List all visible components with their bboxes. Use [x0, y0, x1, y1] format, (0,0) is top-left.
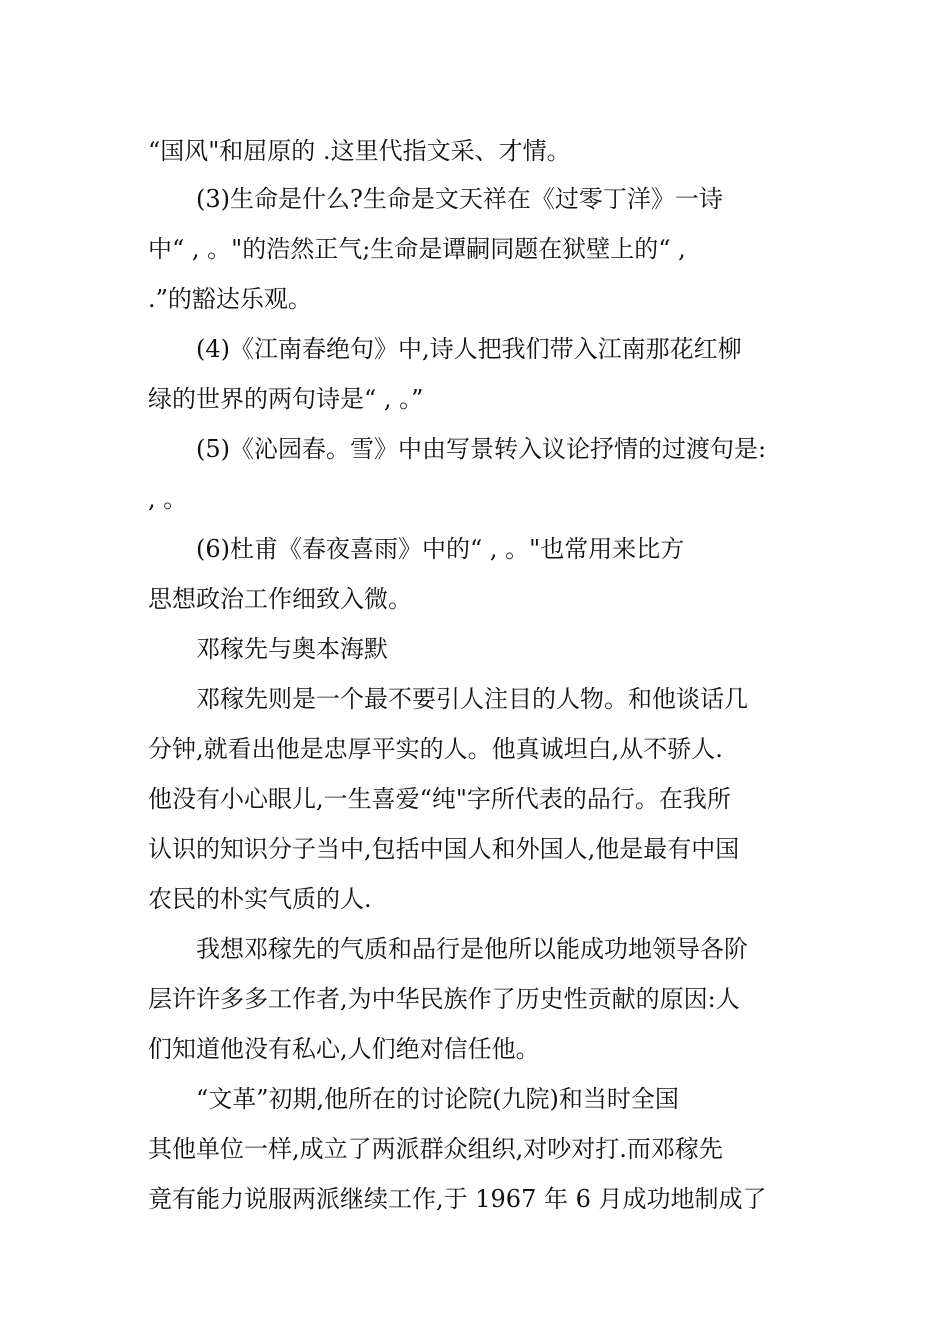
text-line-20: “文革”初期,他所在的讨论院(九院)和当时全国 — [196, 1085, 679, 1113]
text-line-2: (3)生命是什么?生命是文天祥在《过零丁洋》一诗 — [196, 185, 723, 213]
text-line-7: (5)《沁园春。雪》中由写景转入议论抒情的过渡句是: — [196, 435, 767, 463]
text-line-4: .”的豁达乐观。 — [148, 285, 312, 313]
text-line-3: 中“ , 。"的浩然正气;生命是谭嗣同题在狱壁上的“ , — [148, 235, 686, 263]
text-line-22: 竟有能力说服两派继续工作,于 1967 年 6 月成功地制成了 — [148, 1185, 767, 1213]
text-line-21: 其他单位一样,成立了两派群众组织,对吵对打.而邓稼先 — [148, 1135, 723, 1163]
text-line-19: 们知道他没有私心,人们绝对信任他。 — [148, 1035, 540, 1063]
text-line-5: (4)《江南春绝句》中,诗人把我们带入江南那花红柳 — [196, 335, 742, 363]
text-line-16: 农民的朴实气质的人. — [148, 885, 372, 913]
text-line-13: 分钟,就看出他是忠厚平实的人。他真诚坦白,从不骄人. — [148, 735, 723, 763]
text-line-8: , 。 — [148, 485, 188, 513]
text-line-10: 思想政治工作细致入微。 — [148, 585, 412, 613]
text-line-15: 认识的知识分子当中,包括中国人和外国人,他是最有中国 — [148, 835, 740, 863]
text-line-12: 邓稼先则是一个最不要引人注目的人物。和他谈话几 — [196, 685, 748, 713]
text-line-1: “国风"和屈原的 .这里代指文采、才情。 — [148, 137, 571, 165]
text-line-6: 绿的世界的两句诗是“ , 。” — [148, 385, 424, 413]
section-heading: 邓稼先与奥本海默 — [196, 635, 388, 663]
text-line-14: 他没有小心眼儿,一生喜爱“纯"字所代表的品行。在我所 — [148, 785, 731, 813]
text-line-9: (6)杜甫《春夜喜雨》中的“ , 。"也常用来比方 — [196, 535, 685, 563]
text-line-17: 我想邓稼先的气质和品行是他所以能成功地领导各阶 — [196, 935, 748, 963]
text-line-18: 层许许多多工作者,为中华民族作了历史性贡献的原因:人 — [148, 985, 740, 1013]
